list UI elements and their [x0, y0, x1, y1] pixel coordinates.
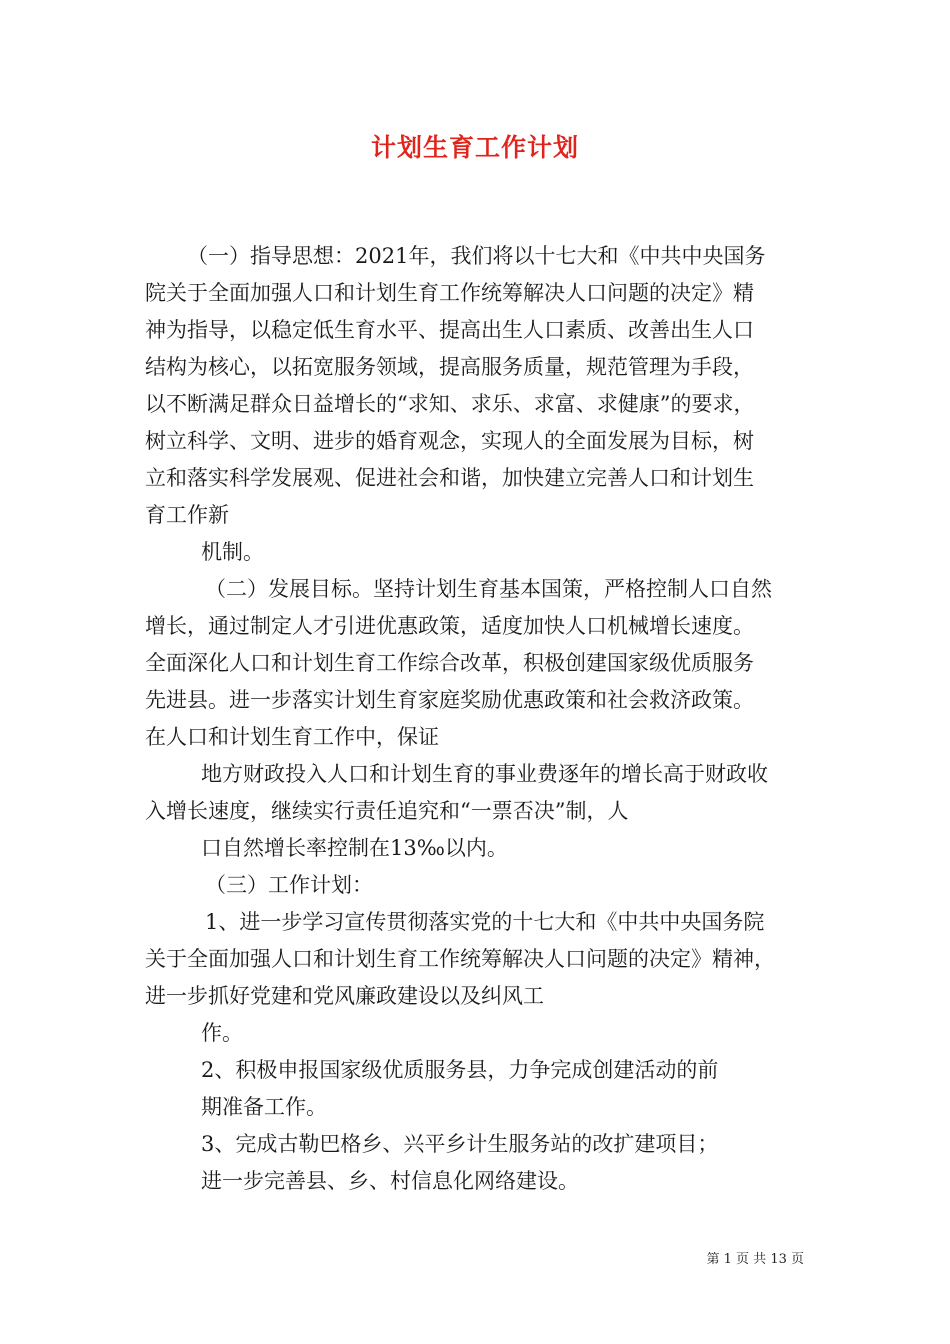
paragraph-line: 结构为核心，以拓宽服务领域，提高服务质量，规范管理为手段，: [145, 355, 754, 379]
page-number: 第 1 页 共 13 页: [706, 1252, 804, 1267]
paragraph-line: 3、完成古勒巴格乡、兴平乡计生服务站的改扩建项目；: [201, 1132, 719, 1156]
paragraph-line: 在人口和计划生育工作中，保证: [145, 725, 439, 749]
paragraph-line: 作。: [201, 1021, 243, 1045]
paragraph-line: （三）工作计划：: [205, 873, 373, 897]
paragraph-line: 进一步完善县、乡、村信息化网络建设。: [201, 1169, 579, 1193]
paragraph-line: 地方财政投入人口和计划生育的事业费逐年的增长高于财政收: [201, 762, 768, 786]
paragraph-line: 以不断满足群众日益增长的“求知、求乐、求富、求健康”的要求，: [145, 392, 755, 416]
paragraph-line: 先进县。进一步落实计划生育家庭奖励优惠政策和社会救济政策。: [145, 688, 754, 712]
paragraph-line: 进一步抓好党建和党风廉政建设以及纠风工: [145, 984, 544, 1008]
paragraph-line: 机制。: [201, 540, 264, 564]
paragraph-line: 口自然增长率控制在13‰以内。: [201, 836, 508, 860]
paragraph-line: 期准备工作。: [201, 1095, 327, 1119]
document-title: 计划生育工作计划: [370, 133, 579, 162]
paragraph-line: 入增长速度，继续实行责任追究和“一票否决”制，人: [145, 799, 629, 823]
paragraph-line: （一）指导思想：2021年，我们将以十七大和《中共中央国务: [187, 244, 766, 268]
paragraph-line: 关于全面加强人口和计划生育工作统筹解决人口问题的决定》精神，: [145, 947, 775, 971]
document-body: [145, 238, 817, 1200]
paragraph-line: （二）发展目标。坚持计划生育基本国策，严格控制人口自然: [205, 577, 772, 601]
paragraph-line: 增长，通过制定人才引进优惠政策，适度加快人口机械增长速度。: [145, 614, 754, 638]
paragraph-line: 育工作新: [145, 503, 229, 527]
paragraph-line: 院关于全面加强人口和计划生育工作统筹解决人口问题的决定》精: [145, 281, 754, 305]
paragraph-line: 树立科学、文明、进步的婚育观念，实现人的全面发展为目标，树: [145, 429, 754, 453]
paragraph-line: 全面深化人口和计划生育工作综合改革，积极创建国家级优质服务: [145, 651, 754, 675]
paragraph-line: 2、积极申报国家级优质服务县，力争完成创建活动的前: [201, 1058, 719, 1082]
paragraph-line: 神为指导，以稳定低生育水平、提高出生人口素质、改善出生人口: [145, 318, 754, 342]
paragraph-line: 立和落实科学发展观、促进社会和谐，加快建立完善人口和计划生: [145, 466, 754, 490]
paragraph-line: 1、进一步学习宣传贯彻落实党的十七大和《中共中央国务院: [205, 910, 765, 934]
